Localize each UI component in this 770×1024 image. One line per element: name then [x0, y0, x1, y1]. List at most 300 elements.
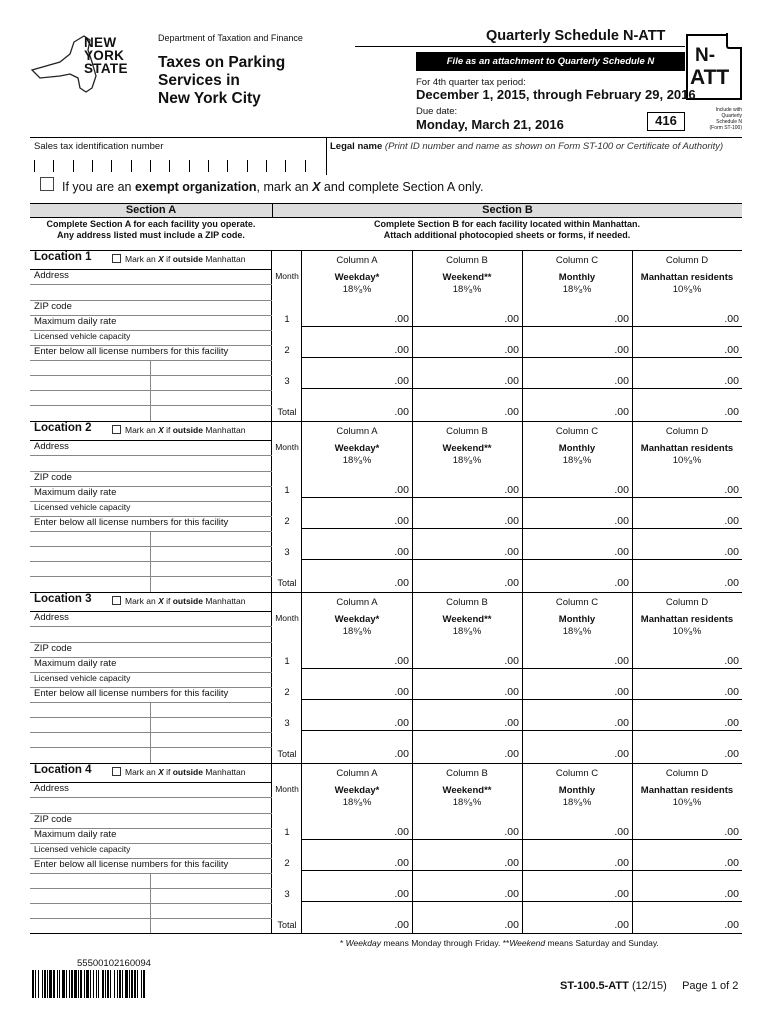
column-letter: Column D [665, 597, 709, 608]
location-block [30, 250, 742, 420]
column-rate: 10⁸⁄₈% [672, 455, 702, 466]
license-numbers-label: Enter below all license numbers for this facility [34, 346, 229, 357]
max-rate-field[interactable] [30, 658, 272, 673]
form-id-footer [560, 980, 738, 992]
exempt-instruction [62, 180, 484, 194]
month-number: Total [277, 749, 297, 759]
mark-text: Manhattan [202, 596, 246, 606]
mark-text: Manhattan [202, 425, 246, 435]
include-note-3: Schedule N [716, 119, 742, 125]
address-line-2[interactable] [30, 456, 272, 472]
column-rate: 18⁸⁄₈% [342, 455, 372, 466]
capacity-field[interactable] [30, 673, 272, 688]
license-numbers-label: Enter below all license numbers for this facility [34, 859, 229, 870]
max-rate-label: Maximum daily rate [34, 316, 117, 327]
column-header [412, 251, 522, 296]
license-number-row[interactable] [30, 391, 272, 406]
amount-field[interactable]: .00 [504, 375, 519, 387]
include-note-4: (Form ST-100) [709, 125, 742, 131]
due-date-value: Monday, March 21, 2016 [416, 117, 564, 132]
capacity-field[interactable] [30, 502, 272, 517]
amount-field[interactable]: .00 [394, 344, 409, 356]
column-name: Weekday* [334, 272, 380, 283]
zip-field[interactable] [30, 643, 272, 658]
license-number-row[interactable] [30, 406, 272, 421]
license-numbers-label-row [30, 688, 272, 703]
amount-field[interactable]: .00 [614, 577, 629, 589]
zip-field[interactable] [30, 472, 272, 487]
exempt-text-1: If you are an [62, 180, 135, 194]
column-rate: 10⁸⁄₈% [672, 284, 702, 295]
month-number: 2 [284, 516, 290, 527]
month-column [272, 251, 302, 421]
amount-field[interactable]: .00 [394, 577, 409, 589]
month-label: Month [275, 784, 299, 794]
column-rate: 18⁸⁄₈% [342, 797, 372, 808]
amount-field[interactable]: .00 [504, 686, 519, 698]
mark-text: if [163, 767, 173, 777]
month-number: 1 [284, 827, 290, 838]
header-separator [30, 137, 742, 138]
license-number-row[interactable] [30, 361, 272, 376]
column-letter: Column C [555, 768, 599, 779]
column-name: Monthly [558, 614, 596, 625]
column-letter: Column A [336, 768, 378, 779]
address-line-2[interactable] [30, 798, 272, 814]
amount-field[interactable]: .00 [724, 919, 739, 931]
column-letter: Column D [665, 426, 709, 437]
address-field[interactable] [30, 782, 272, 798]
column-letter: Column C [555, 255, 599, 266]
max-rate-label: Maximum daily rate [34, 487, 117, 498]
location-title: Location 1 [34, 251, 92, 263]
max-rate-field[interactable] [30, 316, 272, 331]
column-rate: 10⁸⁄₈% [672, 626, 702, 637]
sales-tax-id-boxes[interactable] [34, 154, 324, 172]
month-column [272, 422, 302, 592]
logo-line-1: NEW [84, 35, 117, 50]
column-rate: 18⁸⁄₈% [452, 455, 482, 466]
mark-text: Mark an [125, 767, 159, 777]
period-label: For 4th quarter tax period: [416, 77, 526, 88]
due-date-label: Due date: [416, 106, 458, 117]
column-name: Monthly [558, 272, 596, 283]
amount-field[interactable]: .00 [724, 375, 739, 387]
mark-outside: outside [172, 425, 203, 435]
amount-field[interactable]: .00 [504, 748, 519, 760]
license-number-row[interactable] [30, 562, 272, 577]
outside-manhattan-mark [112, 596, 246, 606]
outside-manhattan-checkbox[interactable] [112, 596, 121, 605]
column-header [632, 251, 742, 296]
exempt-text-bold: exempt organization [134, 180, 257, 194]
column-header [302, 593, 412, 638]
month-label: Month [275, 271, 299, 281]
amount-field[interactable]: .00 [614, 919, 629, 931]
location-block [30, 763, 742, 933]
amount-field[interactable]: .00 [724, 577, 739, 589]
outside-manhattan-checkbox[interactable] [112, 767, 121, 776]
column-name: Weekend** [442, 785, 492, 796]
month-number: 3 [284, 547, 290, 558]
outside-manhattan-mark [112, 767, 246, 777]
license-number-row[interactable] [30, 532, 272, 547]
month-number: 1 [284, 314, 290, 325]
location-section-a [30, 251, 272, 421]
form-revision: (12/15) [631, 980, 667, 992]
attachment-banner: File as an attachment to Quarterly Schedule N [416, 52, 685, 71]
license-number-row[interactable] [30, 733, 272, 748]
department-name: Department of Taxation and Finance [158, 33, 303, 43]
column-rate: 10⁸⁄₈% [672, 797, 702, 808]
amount-field[interactable]: .00 [394, 375, 409, 387]
amount-field[interactable]: .00 [724, 857, 739, 869]
column-name: Weekday* [334, 443, 380, 454]
location-title: Location 2 [34, 422, 92, 434]
tab-line-2: ATT [690, 66, 730, 89]
amount-field[interactable]: .00 [394, 919, 409, 931]
legal-name-label: Legal name [330, 141, 383, 152]
license-number-row[interactable] [30, 874, 272, 889]
mark-outside: outside [172, 596, 203, 606]
amount-field[interactable]: .00 [614, 717, 629, 729]
section-b-note-2: Attach additional photocopied sheets or forms, if needed. [383, 230, 631, 240]
amount-field[interactable]: .00 [394, 515, 409, 527]
column-name: Manhattan residents [640, 443, 734, 454]
column-header [632, 593, 742, 638]
license-number-row[interactable] [30, 904, 272, 919]
amount-field[interactable]: .00 [724, 546, 739, 558]
header-rule [355, 46, 685, 47]
legal-name-hint: (Print ID number and name as shown on Form ST-100 or Certificate of Authority) [384, 141, 724, 152]
column-name: Weekday* [334, 785, 380, 796]
column-rate: 18⁸⁄₈% [562, 626, 592, 637]
amount-field[interactable]: .00 [504, 406, 519, 418]
amount-field[interactable]: .00 [724, 655, 739, 667]
amount-field[interactable]: .00 [614, 406, 629, 418]
legal-name-field[interactable] [330, 141, 723, 152]
amount-field[interactable]: .00 [394, 406, 409, 418]
period-value: December 1, 2015, through February 29, 2016 [416, 87, 696, 102]
month-number: 1 [284, 656, 290, 667]
page-number: Page 1 of 2 [682, 980, 739, 992]
zip-field[interactable] [30, 301, 272, 316]
footnote-weekend: Weekend [509, 938, 546, 948]
footnote-weekend-def: means Saturday and Sunday. [545, 938, 659, 948]
outside-manhattan-mark [112, 254, 246, 264]
state-logo-text [84, 36, 128, 75]
amount-field[interactable]: .00 [394, 826, 409, 838]
license-numbers-label-row [30, 346, 272, 361]
amount-field[interactable]: .00 [614, 344, 629, 356]
amount-field[interactable]: .00 [724, 344, 739, 356]
include-note-1: Include with [715, 107, 742, 113]
zip-label: ZIP code [34, 643, 72, 654]
month-number: 3 [284, 376, 290, 387]
column-letter: Column B [446, 768, 488, 779]
section-a-note-1: Complete Section A for each facility you operate. [46, 219, 256, 229]
column-name: Monthly [558, 785, 596, 796]
address-label: Address [34, 783, 69, 794]
column-header [412, 422, 522, 467]
amount-field[interactable]: .00 [504, 577, 519, 589]
capacity-field[interactable] [30, 331, 272, 346]
amount-field[interactable]: .00 [504, 313, 519, 325]
column-name: Manhattan residents [640, 614, 734, 625]
month-number: 3 [284, 718, 290, 729]
amount-field[interactable]: .00 [614, 655, 629, 667]
month-number: 3 [284, 889, 290, 900]
amount-field[interactable]: .00 [614, 826, 629, 838]
section-b-columns [302, 251, 742, 421]
zip-label: ZIP code [34, 814, 72, 825]
column-header [302, 764, 412, 809]
max-rate-label: Maximum daily rate [34, 658, 117, 669]
column-letter: Column B [446, 426, 488, 437]
license-number-row[interactable] [30, 919, 272, 934]
month-column [272, 593, 302, 763]
month-number: 1 [284, 485, 290, 496]
exempt-text-2: , mark an [256, 180, 313, 194]
month-label: Month [275, 442, 299, 452]
amount-field[interactable]: .00 [504, 344, 519, 356]
amount-field[interactable]: .00 [724, 686, 739, 698]
amount-field[interactable]: .00 [504, 484, 519, 496]
amount-field[interactable]: .00 [614, 313, 629, 325]
column-header [302, 251, 412, 296]
column-header [522, 593, 632, 638]
month-number: 2 [284, 687, 290, 698]
month-number: 2 [284, 858, 290, 869]
amount-field[interactable]: .00 [614, 686, 629, 698]
license-number-row[interactable] [30, 889, 272, 904]
barcode-number: 55500102160094 [77, 958, 151, 969]
footnote-weekday-def: means Monday through Friday. [380, 938, 501, 948]
logo-line-3: STATE [84, 61, 128, 76]
month-number: Total [277, 578, 297, 588]
column-header [302, 422, 412, 467]
section-b-columns [302, 422, 742, 592]
mark-text: Manhattan [202, 254, 246, 264]
sales-tax-id-label: Sales tax identification number [34, 141, 164, 152]
title-line-1: Taxes on Parking [158, 54, 286, 71]
column-rate: 18⁸⁄₈% [452, 797, 482, 808]
address-line-2[interactable] [30, 285, 272, 301]
mark-outside: outside [172, 254, 203, 264]
mark-text: Mark an [125, 254, 159, 264]
capacity-field[interactable] [30, 844, 272, 859]
address-label: Address [34, 612, 69, 623]
location-title: Location 3 [34, 593, 92, 605]
column-header [522, 251, 632, 296]
amount-field[interactable]: .00 [724, 888, 739, 900]
location-block [30, 421, 742, 591]
amount-field[interactable]: .00 [724, 826, 739, 838]
zip-label: ZIP code [34, 301, 72, 312]
section-b-columns [302, 593, 742, 763]
capacity-label: Licensed vehicle capacity [34, 673, 131, 683]
amount-field[interactable]: .00 [614, 546, 629, 558]
location-title: Location 4 [34, 764, 92, 776]
footnote [340, 938, 659, 948]
mark-x: X [158, 767, 164, 777]
amount-field[interactable]: .00 [614, 484, 629, 496]
column-rate: 18⁸⁄₈% [452, 626, 482, 637]
month-number: Total [277, 920, 297, 930]
table-bottom-rule [30, 933, 742, 934]
section-b-title: Section B [272, 203, 742, 218]
tab-line-1: N- [695, 45, 716, 66]
tab-folded-corner [726, 33, 742, 49]
include-note [688, 107, 742, 131]
amount-field[interactable]: .00 [614, 888, 629, 900]
mark-text: Mark an [125, 425, 159, 435]
amount-field[interactable]: .00 [394, 748, 409, 760]
capacity-label: Licensed vehicle capacity [34, 844, 131, 854]
amount-field[interactable]: .00 [504, 515, 519, 527]
mark-x: X [158, 425, 164, 435]
amount-field[interactable]: .00 [614, 857, 629, 869]
outside-manhattan-checkbox[interactable] [112, 425, 121, 434]
column-rate: 18⁸⁄₈% [342, 626, 372, 637]
barcode-icon [32, 970, 202, 998]
month-number: 2 [284, 345, 290, 356]
amount-field[interactable]: .00 [724, 717, 739, 729]
location-section-a [30, 764, 272, 934]
license-number-row[interactable] [30, 376, 272, 391]
license-number-row[interactable] [30, 703, 272, 718]
column-letter: Column C [555, 597, 599, 608]
license-numbers-label-row [30, 517, 272, 532]
column-header [412, 593, 522, 638]
address-label: Address [34, 270, 69, 281]
month-label: Month [275, 613, 299, 623]
section-a-notes [30, 219, 272, 241]
license-numbers-label-row [30, 859, 272, 874]
amount-field[interactable]: .00 [614, 748, 629, 760]
max-rate-field[interactable] [30, 829, 272, 844]
address-field[interactable] [30, 611, 272, 627]
column-header [522, 764, 632, 809]
amount-field[interactable]: .00 [394, 484, 409, 496]
section-a-title: Section A [30, 203, 272, 218]
column-rate: 18⁸⁄₈% [342, 284, 372, 295]
amount-field[interactable]: .00 [394, 857, 409, 869]
mark-text: if [163, 425, 173, 435]
zip-field[interactable] [30, 814, 272, 829]
mark-text: Mark an [125, 596, 159, 606]
amount-field[interactable]: .00 [724, 484, 739, 496]
column-name: Monthly [558, 443, 596, 454]
exempt-checkbox[interactable] [40, 177, 54, 191]
amount-field[interactable]: .00 [394, 888, 409, 900]
license-numbers-label: Enter below all license numbers for this facility [34, 688, 229, 699]
column-letter: Column B [446, 597, 488, 608]
footnote-weekday: Weekday [345, 938, 381, 948]
column-header [412, 764, 522, 809]
amount-field[interactable]: .00 [504, 717, 519, 729]
outside-manhattan-mark [112, 425, 246, 435]
amount-field[interactable]: .00 [394, 313, 409, 325]
column-header [632, 764, 742, 809]
amount-field[interactable]: .00 [724, 748, 739, 760]
section-a-note-2: Any address listed must include a ZIP code. [57, 230, 245, 240]
license-number-row[interactable] [30, 718, 272, 733]
amount-field[interactable]: .00 [724, 406, 739, 418]
license-number-row[interactable] [30, 748, 272, 763]
license-numbers-label: Enter below all license numbers for this facility [34, 517, 229, 528]
location-section-a [30, 593, 272, 763]
section-b-note-1: Complete Section B for each facility located within Manhattan. [373, 219, 641, 229]
amount-field[interactable]: .00 [394, 546, 409, 558]
amount-field[interactable]: .00 [504, 826, 519, 838]
capacity-label: Licensed vehicle capacity [34, 331, 131, 341]
address-field[interactable] [30, 440, 272, 456]
location-section-a [30, 422, 272, 592]
month-number: Total [277, 407, 297, 417]
address-field[interactable] [30, 269, 272, 285]
column-letter: Column A [336, 597, 378, 608]
column-name: Manhattan residents [640, 785, 734, 796]
form-code-box: 416 [647, 112, 685, 131]
address-line-2[interactable] [30, 627, 272, 643]
form-title [158, 54, 285, 108]
include-note-2: Quarterly [721, 113, 742, 119]
outside-manhattan-checkbox[interactable] [112, 254, 121, 263]
column-letter: Column D [665, 255, 709, 266]
max-rate-label: Maximum daily rate [34, 829, 117, 840]
section-b-columns [302, 764, 742, 934]
amount-field[interactable]: .00 [504, 655, 519, 667]
exempt-text-3: and complete Section A only. [320, 180, 484, 194]
amount-field[interactable]: .00 [724, 515, 739, 527]
license-number-row[interactable] [30, 547, 272, 562]
title-line-3: New York City [158, 90, 261, 107]
amount-field[interactable]: .00 [614, 515, 629, 527]
amount-field[interactable]: .00 [504, 888, 519, 900]
id-divider [326, 137, 327, 175]
max-rate-field[interactable] [30, 487, 272, 502]
amount-field[interactable]: .00 [394, 655, 409, 667]
footnote-star-1: * [340, 938, 346, 948]
amount-field[interactable]: .00 [394, 686, 409, 698]
logo-line-2: YORK [84, 48, 125, 63]
column-letter: Column D [665, 768, 709, 779]
capacity-label: Licensed vehicle capacity [34, 502, 131, 512]
column-letter: Column C [555, 426, 599, 437]
address-label: Address [34, 441, 69, 452]
amount-field[interactable]: .00 [504, 857, 519, 869]
amount-field[interactable]: .00 [394, 717, 409, 729]
mark-x: X [158, 596, 164, 606]
mark-text: if [163, 596, 173, 606]
column-name: Weekend** [442, 614, 492, 625]
title-line-2: Services in [158, 72, 240, 89]
license-number-row[interactable] [30, 577, 272, 592]
section-b-notes [272, 219, 742, 241]
location-block [30, 592, 742, 762]
footnote-star-2: ** [500, 938, 510, 948]
column-letter: Column A [336, 255, 378, 266]
mark-outside: outside [172, 767, 203, 777]
amount-field[interactable]: .00 [504, 546, 519, 558]
column-header [522, 422, 632, 467]
amount-field[interactable]: .00 [614, 375, 629, 387]
mark-text: Manhattan [202, 767, 246, 777]
column-rate: 18⁸⁄₈% [562, 797, 592, 808]
amount-field[interactable]: .00 [504, 919, 519, 931]
amount-field[interactable]: .00 [724, 313, 739, 325]
